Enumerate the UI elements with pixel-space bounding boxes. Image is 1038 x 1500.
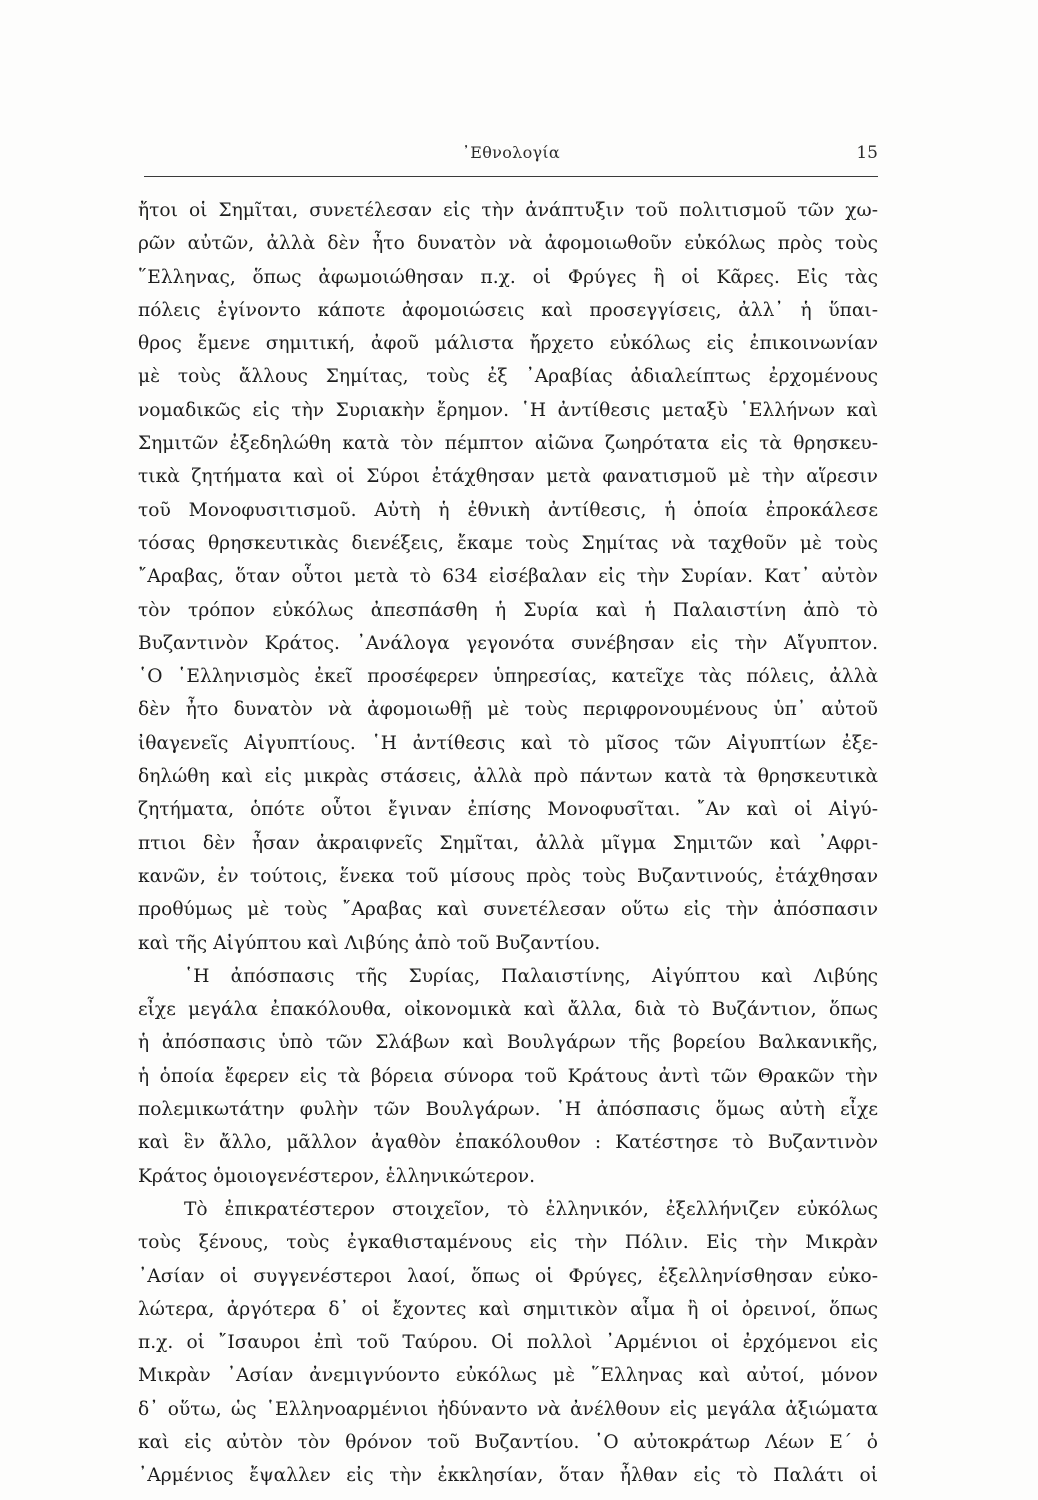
text-line: ᾿Ασίαν οἱ συγγενέστεροι λαοί, ὅπως οἱ Φρύγες, ἐξελληνίσθησαν εὐκο- — [138, 1265, 878, 1287]
text-line: μὲ τοὺς ἄλλους Σημίτας, τοὺς ἐξ ᾿Αραβίας ἀδιαλείπτως ἐρχομένους — [138, 366, 878, 388]
text-line: Σημιτῶν ἐξεδηλώθη κατὰ τὸν πέμπτον αἰῶνα ζωηρότατα εἰς τὰ θρησκευ- — [138, 433, 878, 455]
text-line: τικὰ ζητήματα καὶ οἱ Σύροι ἐτάχθησαν μετὰ φανατισμοῦ μὲ τὴν αἵρεσιν — [138, 466, 878, 488]
text-line: προθύμως μὲ τοὺς ῎Αραβας καὶ συνετέλεσαν οὕτω εἰς τὴν ἀπόσπασιν — [138, 899, 878, 921]
text-line: ᾿Αρμένιος ἔψαλλεν εἰς τὴν ἐκκλησίαν, ὅταν ἦλθαν εἰς τὸ Παλάτι οἱ — [138, 1465, 878, 1487]
text-line: πτιοι δὲν ἦσαν ἀκραιφνεῖς Σημῖται, ἀλλὰ μῖγμα Σημιτῶν καὶ ᾿Αφρι- — [138, 832, 878, 854]
text-line: ρῶν αὐτῶν, ἀλλὰ δὲν ἦτο δυνατὸν νὰ ἀφομοιωθοῦν εὐκόλως πρὸς τοὺς — [138, 233, 878, 255]
text-line: ἡ ἀπόσπασις ὑπὸ τῶν Σλάβων καὶ Βουλγάρων τῆς βορείου Βαλκανικῆς, — [138, 1032, 878, 1054]
text-line: τοὺς ξένους, τοὺς ἐγκαθισταμένους εἰς τὴν Πόλιν. Εἰς τὴν Μικρὰν — [138, 1232, 878, 1254]
text-line: κανῶν, ἐν τούτοις, ἕνεκα τοῦ μίσους πρὸς τοὺς Βυζαντινούς, ἐτάχθησαν — [138, 865, 878, 887]
text-line: λώτερα, ἀργότερα δ᾿ οἱ ἔχοντες καὶ σημιτικὸν αἷμα ἢ οἱ ὀρεινοί, ὅπως — [138, 1298, 878, 1320]
running-title: ᾿Εθνολογία — [461, 143, 561, 162]
text-line: καὶ ἓν ἄλλο, μᾶλλον ἀγαθὸν ἐπακόλουθον : Κατέστησε τὸ Βυζαντινὸν — [138, 1132, 878, 1154]
text-line-paragraph-end: καὶ τῆς Αἰγύπτου καὶ Λιβύης ἀπὸ τοῦ Βυζαντίου. — [138, 932, 601, 954]
text-line: τόσας θρησκευτικὰς διενέξεις, ἔκαμε τοὺς Σημίτας νὰ ταχθοῦν μὲ τοὺς — [138, 532, 878, 554]
text-line: θρος ἔμενε σημιτική, ἀφοῦ μάλιστα ἤρχετο εὐκόλως εἰς ἐπικοινωνίαν — [138, 333, 878, 355]
text-line: ζητήματα, ὁπότε οὗτοι ἔγιναν ἐπίσης Μονοφυσῖται. ῎Αν καὶ οἱ Αἰγύ- — [138, 799, 878, 821]
text-line: ἰθαγενεῖς Αἰγυπτίους. ῾Η ἀντίθεσις καὶ τὸ μῖσος τῶν Αἰγυπτίων ἐξε- — [138, 732, 878, 754]
text-line: δ᾿ οὕτω, ὡς ῾Ελληνοαρμένιοι ἠδύναντο νὰ ἀνέλθουν εἰς μεγάλα ἀξιώματα — [138, 1398, 878, 1420]
text-line: π.χ. οἱ ῎Ισαυροι ἐπὶ τοῦ Ταύρου. Οἱ πολλοὶ ᾿Αρμένιοι οἱ ἐρχόμενοι εἰς — [138, 1332, 878, 1354]
text-line: δὲν ἦτο δυνατὸν νὰ ἀφομοιωθῇ μὲ τοὺς περιφρονουμένους ὑπ᾿ αὐτοῦ — [138, 699, 878, 721]
text-line: τοῦ Μονοφυσιτισμοῦ. Αὐτὴ ἡ ἐθνικὴ ἀντίθεσις, ἡ ὁποία ἐπροκάλεσε — [138, 499, 878, 521]
text-line: ῾Ο ῾Ελληνισμὸς ἐκεῖ προσέφερεν ὑπηρεσίας, κατεῖχε τὰς πόλεις, ἀλλὰ — [138, 666, 878, 688]
body-text — [138, 194, 878, 1493]
page-number: 15 — [856, 143, 878, 163]
text-line: ῎Αραβας, ὅταν οὗτοι μετὰ τὸ 634 εἰσέβαλαν εἰς τὴν Συρίαν. Κατ᾿ αὐτὸν — [138, 566, 878, 588]
text-line: τὸν τρόπον εὐκόλως ἀπεσπάσθη ἡ Συρία καὶ ἡ Παλαιστίνη ἀπὸ τὸ — [138, 599, 878, 621]
text-line: ἤτοι οἱ Σημῖται, συνετέλεσαν εἰς τὴν ἀνάπτυξιν τοῦ πολιτισμοῦ τῶν χω- — [138, 200, 878, 221]
text-line: πολεμικωτάτην φυλὴν τῶν Βουλγάρων. ῾Η ἀπόσπασις ὅμως αὐτὴ εἶχε — [138, 1099, 878, 1121]
text-line-paragraph-start: ῾Η ἀπόσπασις τῆς Συρίας, Παλαιστίνης, Αἰγύπτου καὶ Λιβύης — [184, 965, 878, 987]
text-line: πόλεις ἐγίνοντο κάποτε ἀφομοιώσεις καὶ προσεγγίσεις, ἀλλ᾿ ἡ ὕπαι- — [138, 299, 878, 321]
text-line: εἶχε μεγάλα ἐπακόλουθα, οἰκονομικὰ καὶ ἄλλα, διὰ τὸ Βυζάντιον, ὅπως — [138, 999, 878, 1021]
text-line: νομαδικῶς εἰς τὴν Συριακὴν ἔρημον. ῾Η ἀντίθεσις μεταξὺ ῾Ελλήνων καὶ — [138, 399, 878, 421]
text-line-paragraph-end: Κράτος ὁμοιογενέστερον, ἑλληνικώτερον. — [138, 1165, 536, 1187]
text-line: Μικρὰν ᾿Ασίαν ἀνεμιγνύοντο εὐκόλως μὲ ῞Ελληνας καὶ αὐτοί, μόνον — [138, 1365, 878, 1387]
text-line: καὶ εἰς αὐτὸν τὸν θρόνον τοῦ Βυζαντίου. ῾Ο αὐτοκράτωρ Λέων Ε´ ὁ — [138, 1431, 878, 1453]
text-line: δηλώθη καὶ εἰς μικρὰς στάσεις, ἀλλὰ πρὸ πάντων κατὰ τὰ θρησκευτικὰ — [138, 766, 878, 788]
text-line: ῞Ελληνας, ὅπως ἀφωμοιώθησαν π.χ. οἱ Φρύγες ἢ οἱ Κᾶρες. Εἰς τὰς — [138, 266, 878, 288]
text-line: ἡ ὁποία ἔφερεν εἰς τὰ βόρεια σύνορα τοῦ Κράτους ἀντὶ τῶν Θρακῶν τὴν — [138, 1065, 878, 1087]
header-rule — [144, 176, 878, 177]
page-header — [144, 143, 878, 169]
text-line: Βυζαντινὸν Κράτος. ᾿Ανάλογα γεγονότα συνέβησαν εἰς τὴν Αἴγυπτον. — [138, 632, 878, 654]
text-line-paragraph-start: Τὸ ἐπικρατέστερον στοιχεῖον, τὸ ἑλληνικόν, ἐξελλήνιζεν εὐκόλως — [184, 1198, 878, 1220]
